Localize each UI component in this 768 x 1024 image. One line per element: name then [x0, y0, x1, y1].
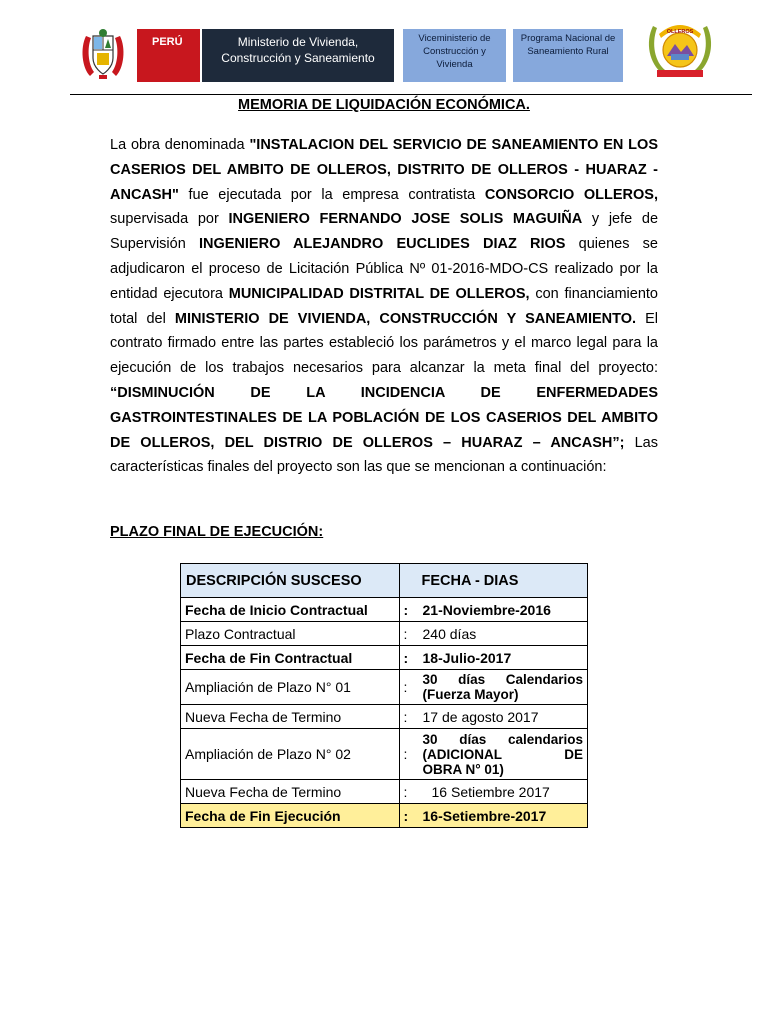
- project-description-paragraph: [110, 133, 658, 480]
- separator: :: [403, 649, 409, 666]
- column-header-date: FECHA - DIAS: [399, 564, 587, 598]
- row-value: 21-Noviembre-2016: [422, 601, 551, 618]
- table-row: [181, 670, 588, 705]
- row-value-cell: [399, 729, 587, 780]
- ministry-label: Ministerio de Vivienda, Construcción y Saneamiento: [202, 29, 394, 82]
- document-title: MEMORIA DE LIQUIDACIÓN ECONÓMICA.: [238, 97, 530, 113]
- separator: :: [403, 746, 408, 762]
- table-row: [181, 729, 588, 780]
- row-value-line: (Fuerza Mayor): [422, 687, 519, 702]
- row-value: [423, 732, 587, 777]
- row-label: Fecha de Inicio Contractual: [181, 598, 400, 622]
- executing-entity: MUNICIPALIDAD DISTRITAL DE OLLEROS,: [228, 285, 530, 302]
- text-run: quienes se adjudicaron el proceso de Licitación Pública Nº 01-2016-MDO-CS realizado por la entidad ejecutora: [110, 236, 658, 302]
- separator: :: [403, 625, 408, 642]
- row-value: [423, 672, 587, 702]
- row-label: Ampliación de Plazo N° 01: [181, 670, 400, 705]
- row-value-cell: [399, 804, 587, 828]
- header-divider: [70, 94, 752, 95]
- funder-name: MINISTERIO DE VIVIENDA, CONSTRUCCIÓN Y SANEAMIENTO.: [174, 310, 637, 327]
- text-run: fue ejecutada por la empresa contratista: [178, 186, 485, 203]
- separator: :: [403, 807, 409, 824]
- row-value-cell: [399, 646, 587, 670]
- row-label: Nueva Fecha de Termino: [181, 705, 400, 729]
- row-value: 16-Setiembre-2017: [422, 807, 547, 824]
- row-value: 16 Setiembre 2017: [431, 783, 550, 800]
- row-value: 240 días: [422, 625, 477, 642]
- text-run: Las características finales del proyecto son las que se mencionan a continuación:: [110, 434, 658, 476]
- row-value-cell: [399, 670, 587, 705]
- supervisor-name: INGENIERO FERNANDO JOSE SOLIS MAGUIÑA: [228, 211, 583, 228]
- text-run: El contrato firmado entre las partes estableció los parámetros y el marco legal para la ejecución de los trabajos necesarios para alcanzar la meta final del proyecto:: [110, 310, 659, 377]
- municipal-logo-text: OLLEROS: [666, 29, 694, 35]
- municipal-logo-icon: [645, 18, 715, 82]
- program-label: Programa Nacional de Saneamiento Rural: [513, 29, 623, 82]
- supervision-chief-name: INGENIERO ALEJANDRO EUCLIDES DIAZ RIOS: [198, 236, 566, 253]
- table-row-highlighted: [181, 804, 588, 828]
- table-row: [181, 780, 588, 804]
- project-goal: “DISMINUCIÓN DE LA INCIDENCIA DE ENFERMEDADES GASTROINTESTINALES DE LA POBLACIÓN DE LOS CASERIOS DEL AMBITO DE OLLEROS, DEL DISTRIO DE OLLEROS – HUARAZ – ANCASH”;: [110, 384, 658, 451]
- peru-label: PERÚ: [137, 29, 200, 82]
- peru-coat-of-arms-icon: [78, 28, 128, 80]
- row-label: Ampliación de Plazo N° 02: [181, 729, 400, 780]
- row-label: Fecha de Fin Ejecución: [181, 804, 400, 828]
- row-label: Fecha de Fin Contractual: [181, 646, 400, 670]
- row-value-cell: [399, 622, 587, 646]
- vice-ministry-label: Viceministerio de Construcción y Vivienda: [403, 29, 506, 82]
- separator: :: [403, 679, 408, 695]
- table-row: [181, 622, 588, 646]
- row-label: Plazo Contractual: [181, 622, 400, 646]
- contractor-name: CONSORCIO OLLEROS,: [484, 186, 658, 203]
- row-value-line: OBRA N° 01): [422, 761, 504, 777]
- separator: :: [403, 708, 408, 725]
- row-value-cell: [399, 705, 587, 729]
- row-value-cell: [399, 780, 587, 804]
- table-row: [181, 646, 588, 670]
- row-value: 17 de agosto 2017: [422, 708, 539, 725]
- row-value-line: 30 días calendarios: [422, 731, 583, 747]
- execution-timeline-table: [180, 563, 588, 828]
- text-run: con financiamiento total del: [110, 285, 658, 327]
- separator: :: [403, 783, 408, 800]
- row-label: Nueva Fecha de Termino: [181, 780, 400, 804]
- letterhead: [0, 0, 768, 96]
- text-run: La obra denominada: [110, 137, 250, 153]
- row-value-cell: [399, 598, 587, 622]
- row-value: 18-Julio-2017: [422, 649, 512, 666]
- text-run: y jefe de Supervisión: [110, 211, 659, 253]
- text-run: supervisada por: [110, 211, 229, 228]
- column-header-description: DESCRIPCIÓN SUSCESO: [181, 564, 400, 598]
- separator: :: [403, 601, 409, 618]
- row-value-line: 30 días Calendarios: [422, 672, 583, 687]
- section-title: PLAZO FINAL DE EJECUCIÓN:: [110, 524, 324, 540]
- table-row: [181, 705, 588, 729]
- table-row: [181, 598, 588, 622]
- project-name: "INSTALACION DEL SERVICIO DE SANEAMIENTO EN LOS CASERIOS DEL AMBITO DE OLLEROS, DISTRITO DE OLLEROS - HUARAZ -ANCASH": [110, 137, 658, 203]
- row-value-line: (ADICIONAL DE: [422, 746, 583, 762]
- table-header-row: [181, 564, 588, 598]
